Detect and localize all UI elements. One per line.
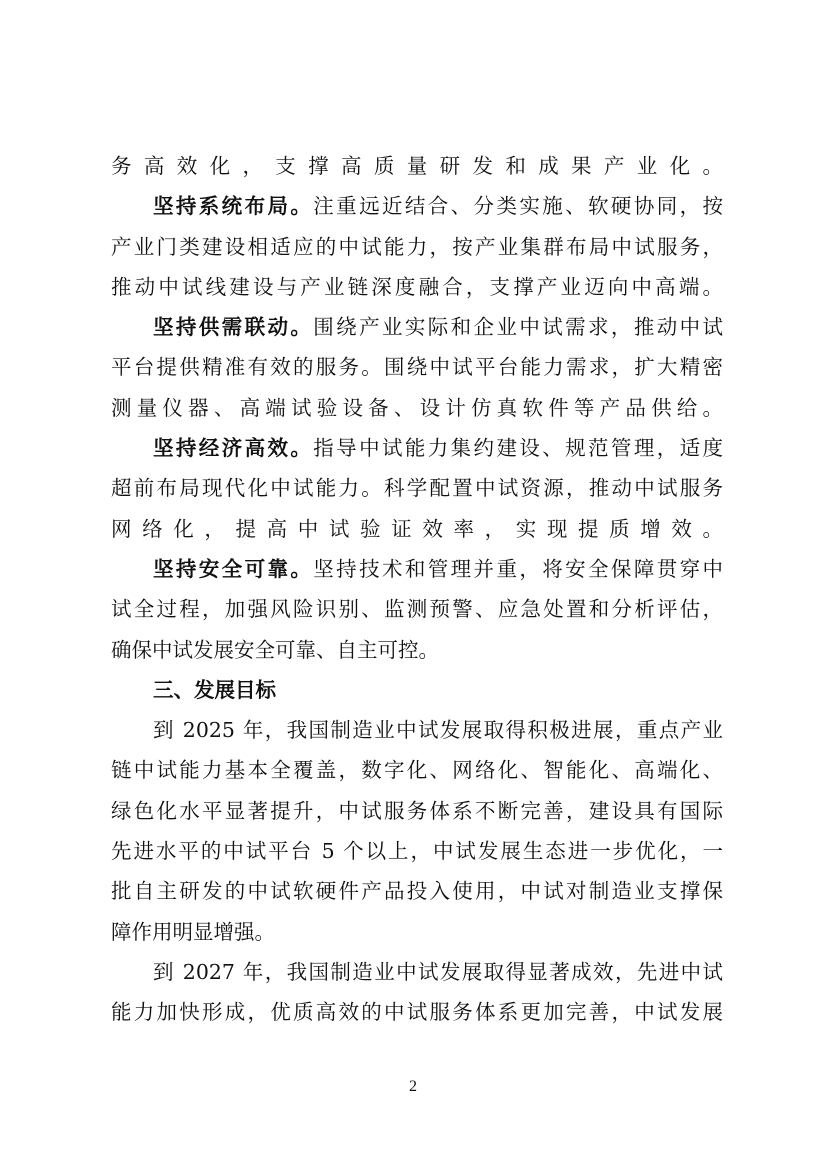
body-line: 坚持供需联动。围绕产业实际和企业中试需求，推动中试: [153, 315, 723, 340]
body-line: 网络化，提高中试验证效率，实现提质增效。: [111, 516, 723, 541]
body-line: 到 2027 年，我国制造业中试发展取得显著成效，先进中试: [153, 959, 723, 984]
body-line: 绿色化水平显著提升，中试服务体系不断完善，建设具有国际: [111, 798, 723, 823]
document-body: [111, 146, 723, 1033]
body-line: 障作用明显增强。: [111, 919, 275, 944]
body-line: 坚持安全可靠。坚持技术和管理并重，将安全保障贯穿中: [153, 556, 723, 581]
body-line: 平台提供精准有效的服务。围绕中试平台能力需求，扩大精密: [111, 355, 723, 380]
body-line: 超前布局现代化中试能力。科学配置中试资源，推动中试服务: [111, 476, 723, 501]
body-line: 测量仪器、高端试验设备、设计仿真软件等产品供给。: [111, 395, 723, 420]
body-line: 能力加快形成，优质高效的中试服务体系更加完善，中试发展: [111, 1000, 723, 1025]
body-line: 推动中试线建设与产业链深度融合，支撑产业迈向中高端。: [111, 274, 723, 299]
section-heading: 三、发展目标: [153, 677, 276, 702]
body-line: 链中试能力基本全覆盖，数字化、网络化、智能化、高端化、: [111, 758, 723, 783]
body-line: 批自主研发的中试软硬件产品投入使用，中试对制造业支撑保: [111, 879, 723, 904]
body-line: 坚持经济高效。指导中试能力集约建设、规范管理，适度: [153, 436, 723, 461]
principle-title: 坚持供需联动。: [153, 315, 314, 340]
body-line: 务高效化，支撑高质量研发和成果产业化。: [111, 154, 723, 178]
body-line: 确保中试发展安全可靠、自主可控。: [111, 637, 439, 662]
principle-title: 坚持系统布局。: [153, 194, 314, 219]
body-line: 坚持系统布局。注重远近结合、分类实施、软硬协同，按: [153, 194, 723, 219]
principle-title: 坚持经济高效。: [153, 436, 314, 461]
body-line: 到 2025 年，我国制造业中试发展取得积极进展，重点产业: [153, 718, 723, 743]
principle-title: 坚持安全可靠。: [153, 556, 314, 581]
body-line: 先进水平的中试平台 5 个以上，中试发展生态进一步优化，一: [111, 839, 723, 864]
body-line: 产业门类建设相适应的中试能力，按产业集群布局中试服务，: [111, 234, 723, 259]
page-number: 2: [409, 1078, 417, 1095]
body-line: 试全过程，加强风险识别、监测预警、应急处置和分析评估，: [111, 597, 723, 622]
